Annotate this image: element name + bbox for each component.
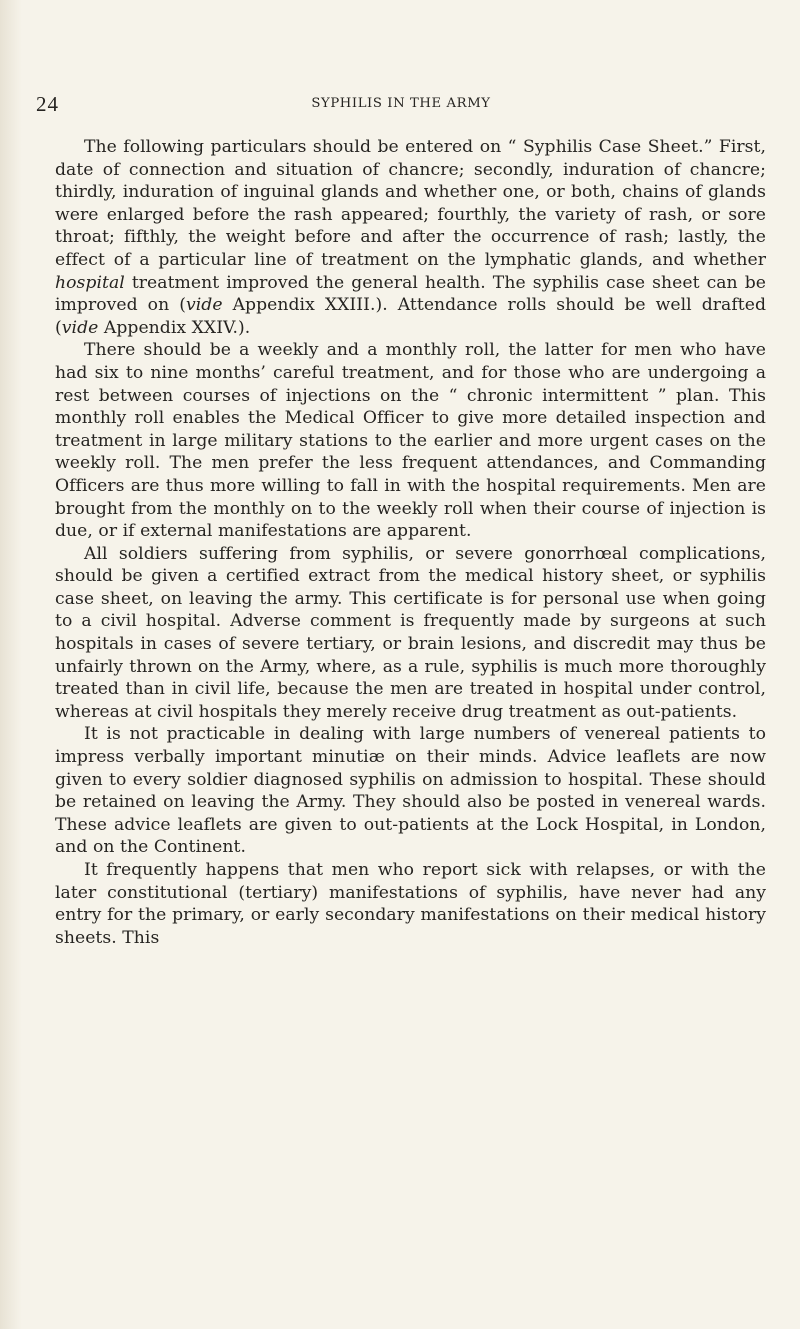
running-head	[36, 92, 766, 116]
paragraph-text: treatment improved the general health. The syphilis case sheet can be improved on (	[55, 272, 766, 316]
paragraph-case-sheet	[55, 136, 766, 339]
paragraph-text: Appendix XXIV.).	[98, 317, 251, 338]
paragraph-text: The following particulars should be entered on “ Syphilis Case Sheet.” First, date of connection and situation of chancre; secondly, induration of chancre; thirdly, induration of inguinal glands and whether one, or both, chains of glands were enlarged before the rash appeared; fourthly, the variety of rash, or sore throat; fifthly, the weight before and after the occurrence of rash; lastly, the effect of a particular line of treatment on the lymphatic glands, and whether	[55, 137, 766, 270]
italic-term: vide	[185, 295, 223, 316]
paragraph-relapses: It frequently happens that men who report sick with relapses, or with the later constitutional (tertiary) manifestations of syphilis, have never had any entry for the primary, or early secondary manifestations on their medical history sheets. This	[55, 860, 766, 948]
paragraph-text: Appendix XXIII.). Attendance rolls should be well drafted (	[55, 295, 766, 338]
paragraph-rolls: There should be a weekly and a monthly roll, the latter for men who have had six to nine months’ careful treatment, and for those who are undergoing a rest between courses of injections on the “ chronic intermittent ” plan. This monthly roll enables the Medical Officer to give more detailed inspection and treatment in large military stations to the earlier and more urgent cases on the weekly roll. The men prefer the less frequent attendances, and Commanding Officers are thus more willing to fall in with the hospital requirements. Men are brought from the monthly on to the weekly roll when their course of injection is due, or if external manifestations are apparent.	[55, 340, 766, 542]
binding-edge	[0, 0, 22, 1329]
body-text	[55, 136, 766, 949]
italic-term: hospital	[55, 272, 125, 293]
paragraph-advice-leaflets: It is not practicable in dealing with large numbers of venereal patients to impress verbally important minutiæ on their minds. Advice leaflets are now given to every soldier diagnosed syphilis on admission to hospital. These should be retained on leaving the Army. They should also be posted in venereal wards. These advice leaflets are given to out-patients at the Lock Hospital, in London, and on the Continent.	[55, 724, 766, 858]
page-number: 24	[36, 92, 59, 116]
italic-term: vide	[61, 317, 99, 338]
paragraph-certificate: All soldiers suffering from syphilis, or severe gonorrhœal complications, should be given a certified extract from the medical history sheet, or syphilis case sheet, on leaving the army. This certificate is for personal use when going to a civil hospital. Adverse comment is frequently made by surgeons at such hospitals in cases of severe tertiary, or brain lesions, and discredit may thus be unfairly thrown on the Army, where, as a rule, syphilis is much more thoroughly treated than in civil life, because the men are treated in hospital under control, whereas at civil hospitals they merely receive drug treatment as out-patients.	[55, 543, 766, 722]
running-title: SYPHILIS IN THE ARMY	[311, 96, 491, 111]
